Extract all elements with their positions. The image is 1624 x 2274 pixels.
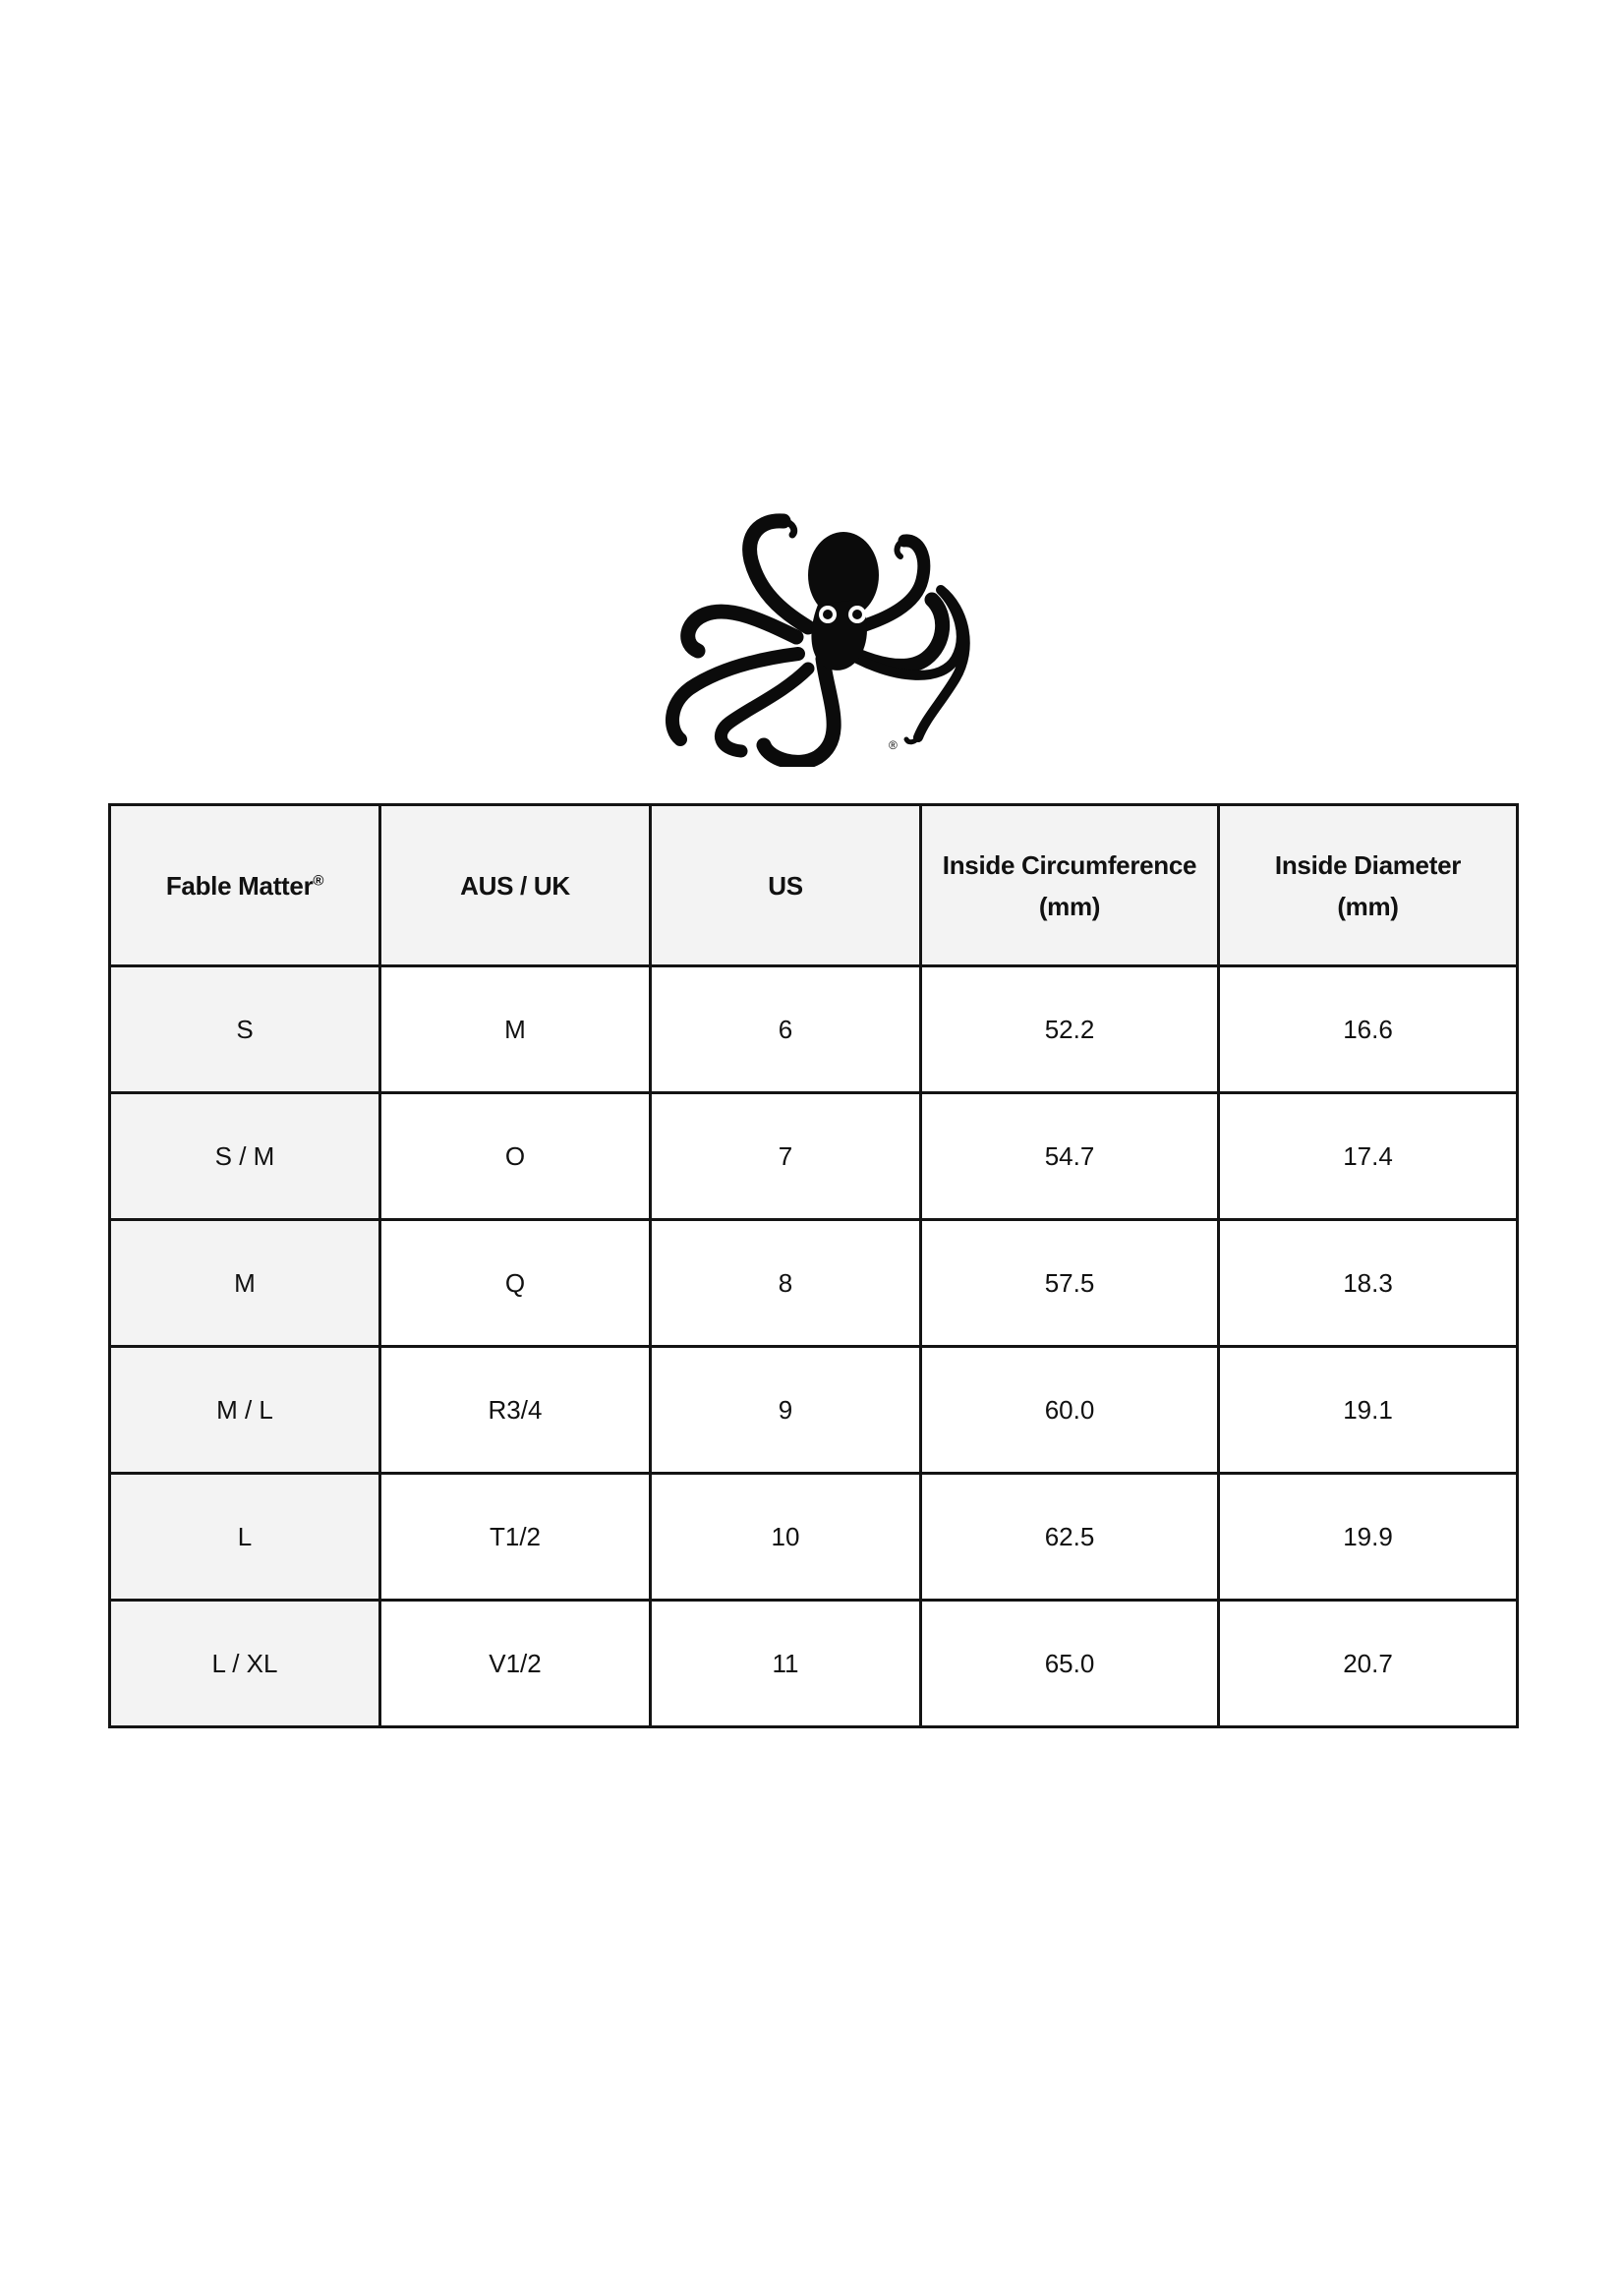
inside-diameter-cell: 19.9 [1219,1474,1518,1601]
header-inside-circumference-unit: (mm) [1038,891,1101,921]
inside-circumference-cell: 57.5 [921,1220,1219,1347]
ring-size-table [108,803,1519,1728]
fable-matter-size-cell: M / L [110,1347,380,1474]
header-inside-diameter-label: Inside Diameter [1274,849,1462,880]
fable-matter-size-cell: M [110,1220,380,1347]
table-row [110,1093,1518,1220]
header-fable-matter [110,805,380,966]
table-row [110,1601,1518,1727]
aus-uk-size-cell: R3/4 [380,1347,651,1474]
us-size-cell: 11 [651,1601,921,1727]
header-us: US [651,805,921,966]
aus-uk-size-cell: O [380,1093,651,1220]
fable-matter-size-cell: S / M [110,1093,380,1220]
us-size-cell: 8 [651,1220,921,1347]
us-size-cell: 7 [651,1093,921,1220]
header-aus-uk: AUS / UK [380,805,651,966]
inside-diameter-cell: 16.6 [1219,966,1518,1093]
registered-mark: ® [313,871,324,889]
inside-circumference-cell: 65.0 [921,1601,1219,1727]
header-inside-circumference [921,805,1219,966]
octopus-icon [661,511,973,767]
us-size-cell: 9 [651,1347,921,1474]
header-inside-diameter-unit: (mm) [1337,891,1399,921]
inside-diameter-cell: 17.4 [1219,1093,1518,1220]
us-size-cell: 6 [651,966,921,1093]
inside-diameter-cell: 19.1 [1219,1347,1518,1474]
aus-uk-size-cell: M [380,966,651,1093]
octopus-logo [661,511,973,767]
table-row [110,1347,1518,1474]
aus-uk-size-cell: T1/2 [380,1474,651,1601]
logo-registered-mark: ® [889,738,898,752]
fable-matter-size-cell: L [110,1474,380,1601]
header-inside-diameter [1219,805,1518,966]
inside-diameter-cell: 18.3 [1219,1220,1518,1347]
table-header-row [110,805,1518,966]
aus-uk-size-cell: Q [380,1220,651,1347]
header-inside-circumference-label: Inside Circumference [942,849,1197,880]
inside-circumference-cell: 52.2 [921,966,1219,1093]
fable-matter-size-cell: S [110,966,380,1093]
inside-circumference-cell: 62.5 [921,1474,1219,1601]
aus-uk-size-cell: V1/2 [380,1601,651,1727]
table-row [110,1220,1518,1347]
inside-diameter-cell: 20.7 [1219,1601,1518,1727]
header-fable-matter-label: Fable Matter [165,870,314,901]
us-size-cell: 10 [651,1474,921,1601]
table-row [110,1474,1518,1601]
inside-circumference-cell: 54.7 [921,1093,1219,1220]
fable-matter-size-cell: L / XL [110,1601,380,1727]
table-row [110,966,1518,1093]
inside-circumference-cell: 60.0 [921,1347,1219,1474]
